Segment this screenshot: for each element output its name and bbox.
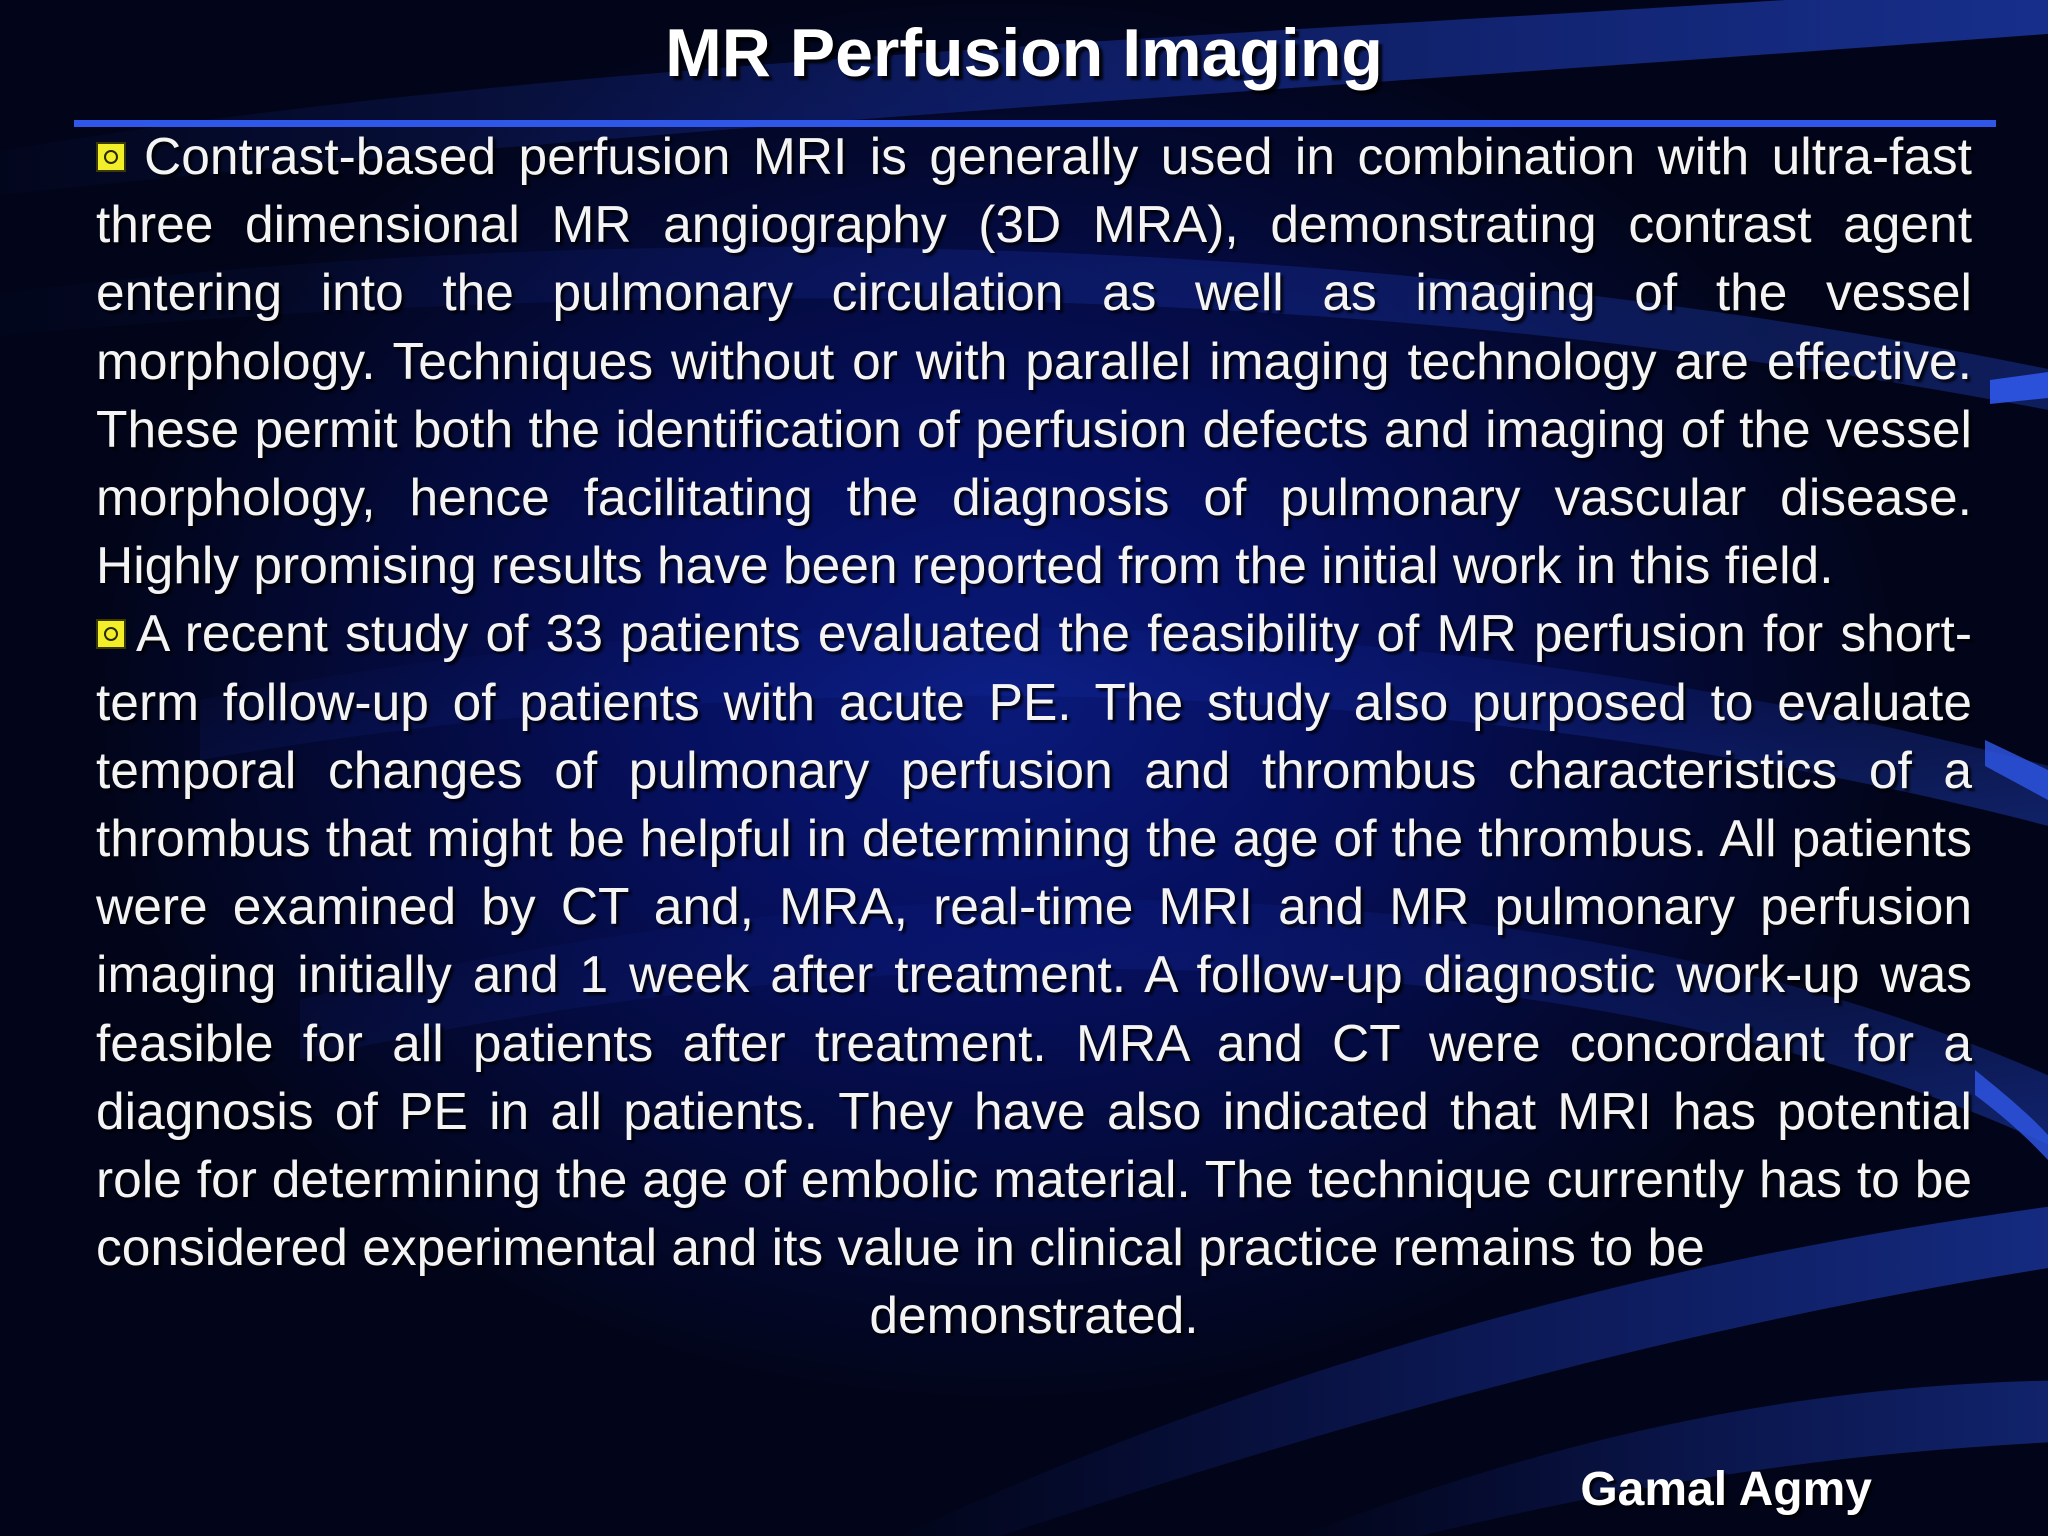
square-bullet-icon: [96, 619, 126, 649]
paragraph-2-text: A recent study of 33 patients evaluated the feasibility of MR perfusion for short-term follow-up of patients with acute PE. The study also purposed to evaluate temporal changes of pulmonary perfusion and thrombus characteristics of a thrombus that might be helpful in determining the age of the thrombus. All patients were examined by CT and, MRA, real-time MRI and MR pulmonary perfusion imaging initially and 1 week after treatment. A follow-up diagnostic work-up was feasible for all patients after treatment. MRA and CT were concordant for a diagnosis of PE in all patients. They have also indicated that MRI has potential role for determining the age of embolic material. The technique currently has to be considered experimental and its value in clinical practice remains to be: [96, 604, 1972, 1277]
slide-body: [96, 122, 1972, 1350]
paragraph-1-text: Contrast-based perfusion MRI is generally used in combination with ultra-fast three dimensional MR angiography (3D MRA), demonstrating contrast agent entering into the pulmonary circulation as well as imaging of the vessel morphology. Techniques without or with parallel imaging technology are effective. These permit both the identification of perfusion defects and imaging of the vessel morphology, hence facilitating the diagnosis of pulmonary vascular disease. Highly promising results have been reported from the initial work in this field.: [96, 127, 1972, 595]
slide-title: MR Perfusion Imaging: [665, 15, 1383, 91]
author-name: Gamal Agmy: [1580, 1463, 1872, 1516]
paragraph-2-last-line: demonstrated.: [869, 1286, 1199, 1345]
paragraph-2: [96, 599, 1972, 1281]
square-bullet-icon: [96, 142, 126, 172]
paragraph-1: [96, 122, 1972, 599]
